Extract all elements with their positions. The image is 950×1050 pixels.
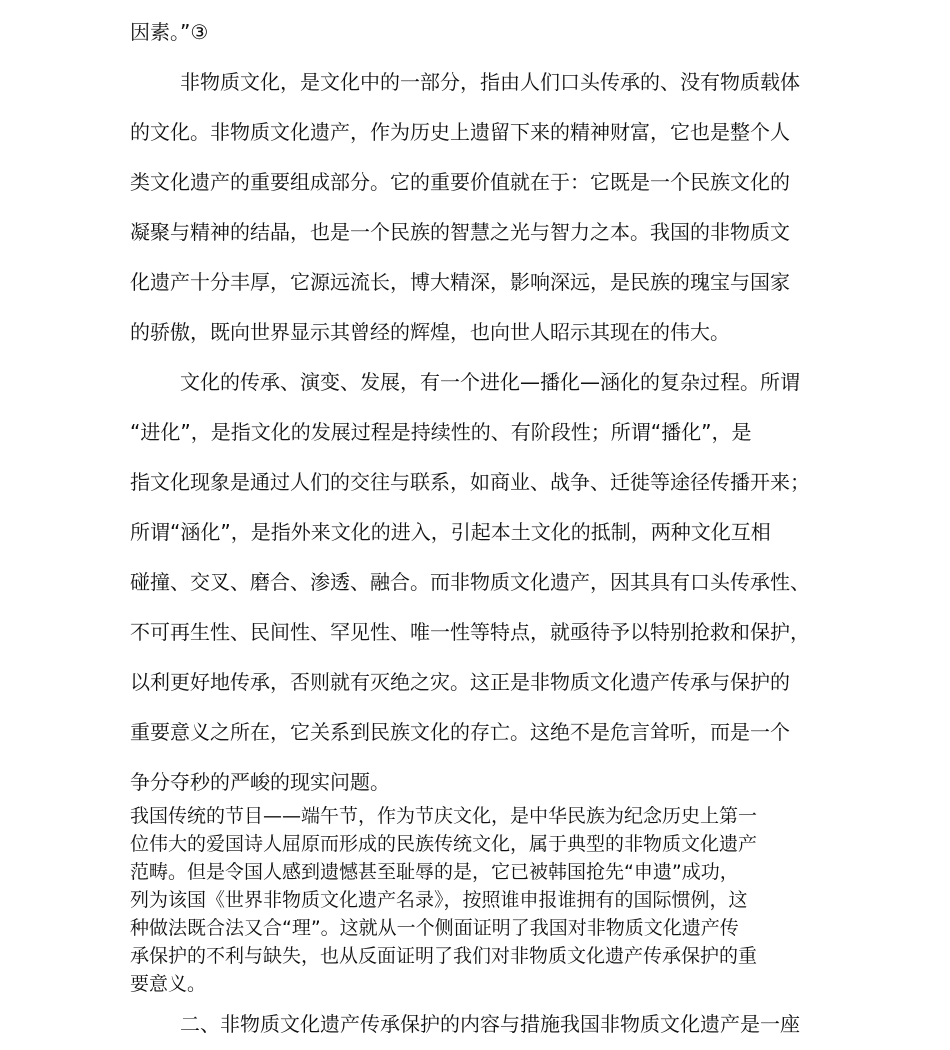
text-line: 文化的传承、演变、发展，有一个进化—播化—涵化的复杂过程。所谓: [180, 370, 800, 394]
section-heading: 二、非物质文化遗产传承保护的内容与措施我国非物质文化遗产是一座: [180, 1012, 800, 1036]
text-line: 因素。”③: [130, 20, 209, 44]
text-line: 承保护的不利与缺失，也从反面证明了我们对非物质文化遗产传承保护的重: [130, 945, 758, 967]
text-line: 碰撞、交叉、磨合、渗透、融合。而非物质文化遗产，因其具有口头传承性、: [130, 570, 810, 594]
text-line: 重要意义之所在，它关系到民族文化的存亡。这绝不是危言耸听，而是一个: [130, 720, 790, 744]
text-line: 的骄傲，既向世界显示其曾经的辉煌，也向世人昭示其现在的伟大。: [130, 320, 730, 344]
text-line: 凝聚与精神的结晶，也是一个民族的智慧之光与智力之本。我国的非物质文: [130, 220, 790, 244]
text-line: 所谓“涵化”，是指外来文化的进入，引起本土文化的抵制，两种文化互相: [130, 520, 771, 544]
text-line: 争分夺秒的严峻的现实问题。: [130, 770, 390, 794]
text-line: 范畴。但是令国人感到遗憾甚至耻辱的是，它已被韩国抢先“申遗”成功，: [130, 861, 739, 883]
text-line: 种做法既合法又合“理”。这就从一个侧面证明了我国对非物质文化遗产传: [130, 917, 739, 939]
text-line: 以利更好地传承，否则就有灭绝之灾。这正是非物质文化遗产传承与保护的: [130, 670, 790, 694]
text-line: 非物质文化，是文化中的一部分，指由人们口头传承的、没有物质载体: [180, 70, 800, 94]
text-line: 我国传统的节目——端午节，作为节庆文化，是中华民族为纪念历史上第一: [130, 805, 758, 827]
text-line: 化遗产十分丰厚，它源远流长，博大精深，影响深远，是民族的瑰宝与国家: [130, 270, 790, 294]
text-line: 位伟大的爱国诗人屈原而形成的民族传统文化，属于典型的非物质文化遗产: [130, 833, 758, 855]
text-line: 要意义。: [130, 973, 207, 995]
text-line: 列为该国《世界非物质文化遗产名录》，按照谁申报谁拥有的国际惯例，这: [130, 889, 748, 911]
text-line: 指文化现象是通过人们的交往与联系，如商业、战争、迁徙等途径传播开来；: [130, 470, 810, 494]
text-line: 的文化。非物质文化遗产，作为历史上遗留下来的精神财富，它也是整个人: [130, 120, 790, 144]
text-line: “进化”，是指文化的发展过程是持续性的、有阶段性；所谓“播化”，是: [130, 420, 752, 444]
text-line: 不可再生性、民间性、罕见性、唯一性等特点，就亟待予以特别抢救和保护，: [130, 620, 810, 644]
text-line: 类文化遗产的重要组成部分。它的重要价值就在于：它既是一个民族文化的: [130, 170, 790, 194]
